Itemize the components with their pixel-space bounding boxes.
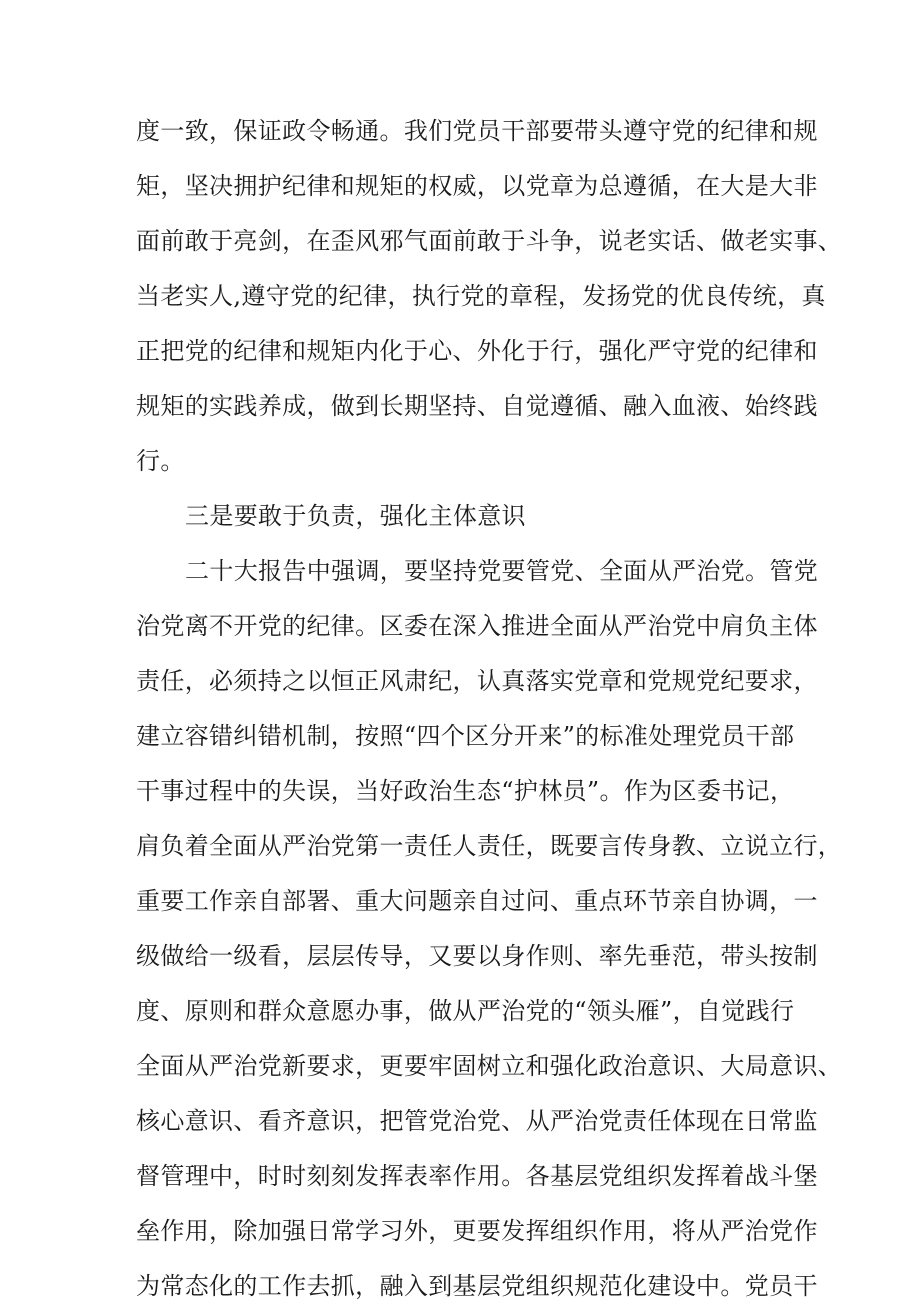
text-line: 当老实人,遵守党的纪律，执行党的章程，发扬党的优良传统，真	[136, 282, 826, 310]
text-line: 级做给一级看，层层传导，又要以身作则、率先垂范，带头按制	[136, 942, 818, 970]
text-line: 面前敢于亮剑，在歪风邪气面前敢于斗争，说老实话、做老实事、	[136, 227, 843, 255]
text-line: 行。	[136, 447, 185, 475]
text-line: 度一致，保证政令畅通。我们党员干部要带头遵守党的纪律和规	[136, 117, 818, 145]
text-line: 重要工作亲自部署、重大问题亲自过问、重点环节亲自协调，一	[136, 887, 818, 915]
text-line: 规矩的实践养成，做到长期坚持、自觉遵循、融入血液、始终践	[136, 392, 818, 420]
text-line: 垒作用，除加强日常学习外，更要发挥组织作用，将从严治党作	[136, 1217, 818, 1245]
text-line: 治党离不开党的纪律。区委在深入推进全面从严治党中肩负主体	[136, 612, 818, 640]
text-line: 正把党的纪律和规矩内化于心、外化于行，强化严守党的纪律和	[136, 337, 818, 365]
paragraph-first-line: 二十大报告中强调，要坚持党要管党、全面从严治党。管党	[185, 557, 819, 585]
text-line: 核心意识、看齐意识，把管党治党、从严治党责任体现在日常监	[136, 1107, 818, 1135]
section-heading: 三是要敢于负责，强化主体意识	[185, 502, 526, 530]
text-line: 矩，坚决拥护纪律和规矩的权威，以党章为总遵循，在大是大非	[136, 172, 818, 200]
text-line: 全面从严治党新要求，更要牢固树立和强化政治意识、大局意识、	[136, 1052, 843, 1080]
text-line: 责任，必须持之以恒正风肃纪，认真落实党章和党规党纪要求，	[136, 667, 818, 695]
text-line: 干事过程中的失误，当好政治生态“护林员”。作为区委书记，	[136, 777, 795, 805]
text-line: 督管理中，时时刻刻发挥表率作用。各基层党组织发挥着战斗堡	[136, 1162, 818, 1190]
text-line: 肩负着全面从严治党第一责任人责任，既要言传身教、立说立行，	[136, 832, 843, 860]
text-line: 为常态化的工作去抓，融入到基层党组织规范化建设中。党员干	[136, 1272, 818, 1300]
text-line: 度、原则和群众意愿办事，做从严治党的“领头雁”，自觉践行	[136, 997, 795, 1025]
text-line: 建立容错纠错机制，按照“四个区分开来”的标准处理党员干部	[136, 722, 795, 750]
